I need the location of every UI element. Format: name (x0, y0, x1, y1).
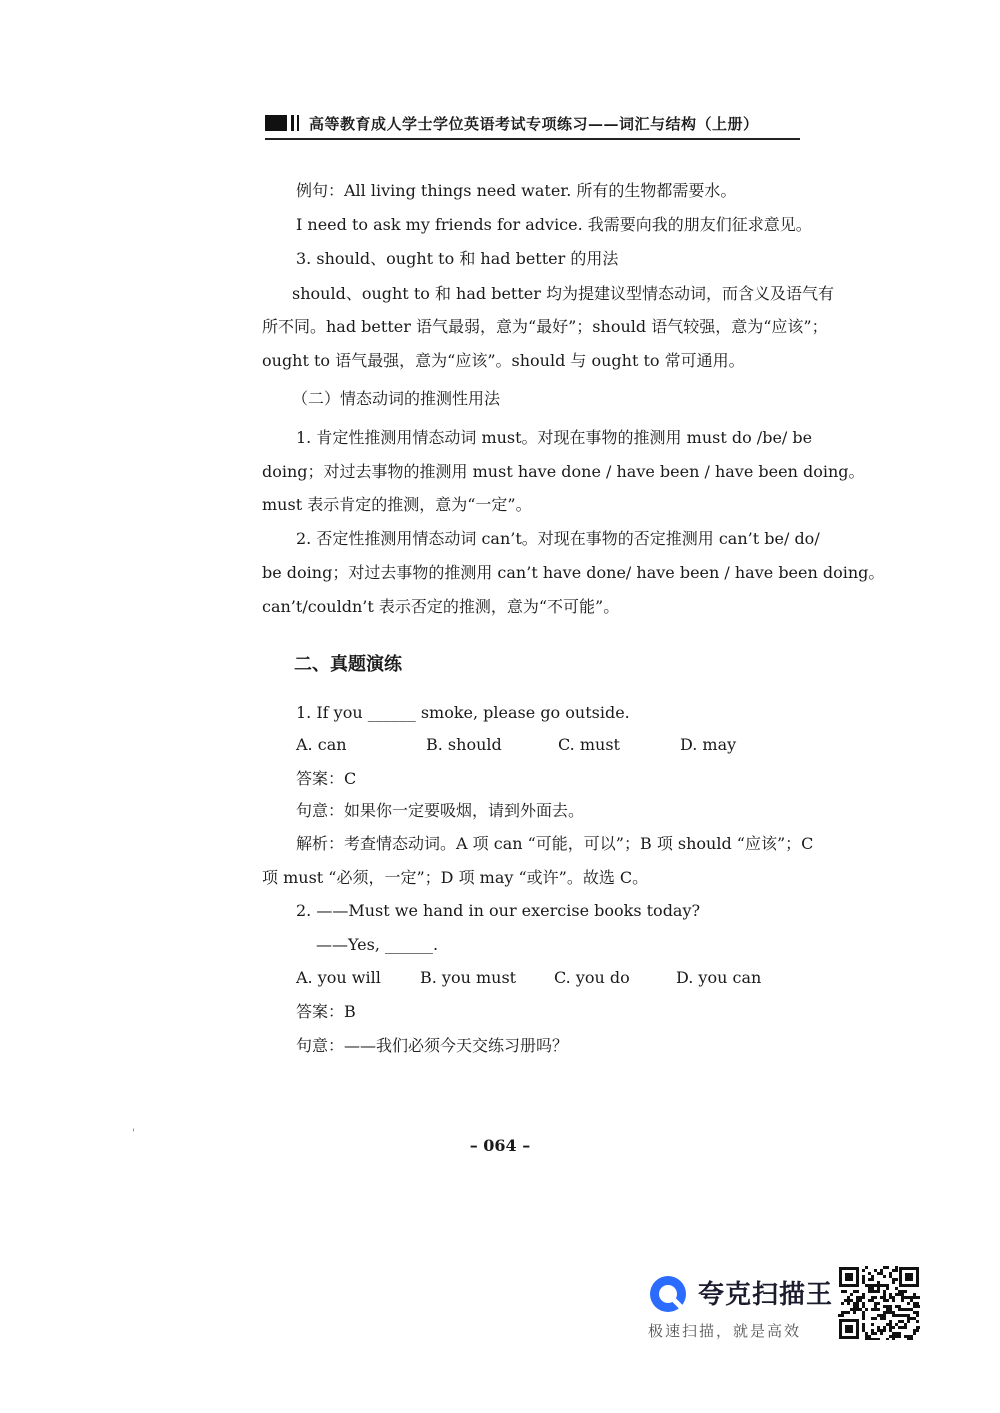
watermark-title: 夸克扫描王 (698, 1280, 834, 1310)
explanation-1-cont: 项 must “必须，一定”；D 项 may “或许”。故选 C。 (262, 868, 649, 887)
header-title: 高等教育成人学士学位英语考试专项练习——词汇与结构（上册） (309, 114, 759, 133)
meaning-2: 句意：——我们必须今天交练习册吗？ (296, 1036, 569, 1055)
question-1: 1. If you ______ smoke, please go outside. (296, 703, 630, 722)
page-number: – 064 – (469, 1136, 531, 1155)
subheading-should-ought: 3. should、ought to 和 had better 的用法 (296, 249, 619, 268)
answer-2: 答案：B (296, 1002, 356, 1021)
example-sentence-2: I need to ask my friends for advice. 我需要向我的朋友们征求意见。 (296, 215, 812, 234)
paragraph-line: 2. 否定性推测用情态动词 can’t。对现在事物的否定推测用 can’t be/ do/ (296, 529, 820, 548)
option-d: D. may (680, 735, 737, 754)
option-c: C. must (558, 735, 620, 754)
running-header (265, 110, 800, 136)
paragraph-line: can’t/couldn’t 表示否定的推测，意为“不可能”。 (262, 597, 620, 616)
meaning-1: 句意：如果你一定要吸烟，请到外面去。 (296, 801, 585, 820)
header-block-icon (265, 115, 287, 131)
option-d: D. you can (676, 968, 762, 987)
paragraph-line: 所不同。had better 语气最弱，意为“最好”；should 语气较强，意为“应该”； (262, 317, 828, 336)
paragraph-line: ought to 语气最强，意为“应该”。should 与 ought to 常可通用。 (262, 351, 745, 370)
header-bar-icon (297, 115, 299, 131)
paragraph-line: doing；对过去事物的推测用 must have done / have been / have been doing。 (262, 462, 865, 481)
example-sentence-1: 例句：All living things need water. 所有的生物都需要水。 (296, 181, 737, 200)
question-2: 2. ——Must we hand in our exercise books today? (296, 901, 701, 920)
paragraph-line: be doing；对过去事物的推测用 can’t have done/ have been / have been doing。 (262, 563, 885, 582)
question-1-options (296, 734, 736, 756)
scan-mark: ' (132, 1128, 135, 1139)
quark-logo-icon (648, 1274, 688, 1314)
explanation-1: 解析：考查情态动词。A 项 can “可能，可以”；B 项 should “应该”；C (296, 834, 814, 853)
question-2-options (296, 967, 761, 989)
watermark-subtitle: 极速扫描，就是高效 (648, 1322, 802, 1340)
option-c: C. you do (554, 968, 630, 987)
option-a: A. you will (296, 968, 381, 987)
paragraph-line: should、ought to 和 had better 均为提建议型情态动词，而含义及语气有 (292, 284, 834, 303)
section-title: 二、真题演练 (294, 654, 402, 675)
header-rule (265, 138, 800, 140)
paragraph-line: must 表示肯定的推测，意为“一定”。 (262, 495, 532, 514)
paragraph-line: 1. 肯定性推测用情态动词 must。对现在事物的推测用 must do /be/ be (296, 428, 813, 447)
option-a: A. can (296, 735, 347, 754)
header-bar-icon (291, 115, 294, 131)
qr-code-icon (838, 1266, 920, 1340)
option-b: B. should (426, 735, 502, 754)
question-2-response: ——Yes, ______. (316, 935, 439, 954)
answer-1: 答案：C (296, 769, 357, 788)
subsection-title: （二）情态动词的推测性用法 (292, 389, 501, 408)
option-b: B. you must (420, 968, 517, 987)
